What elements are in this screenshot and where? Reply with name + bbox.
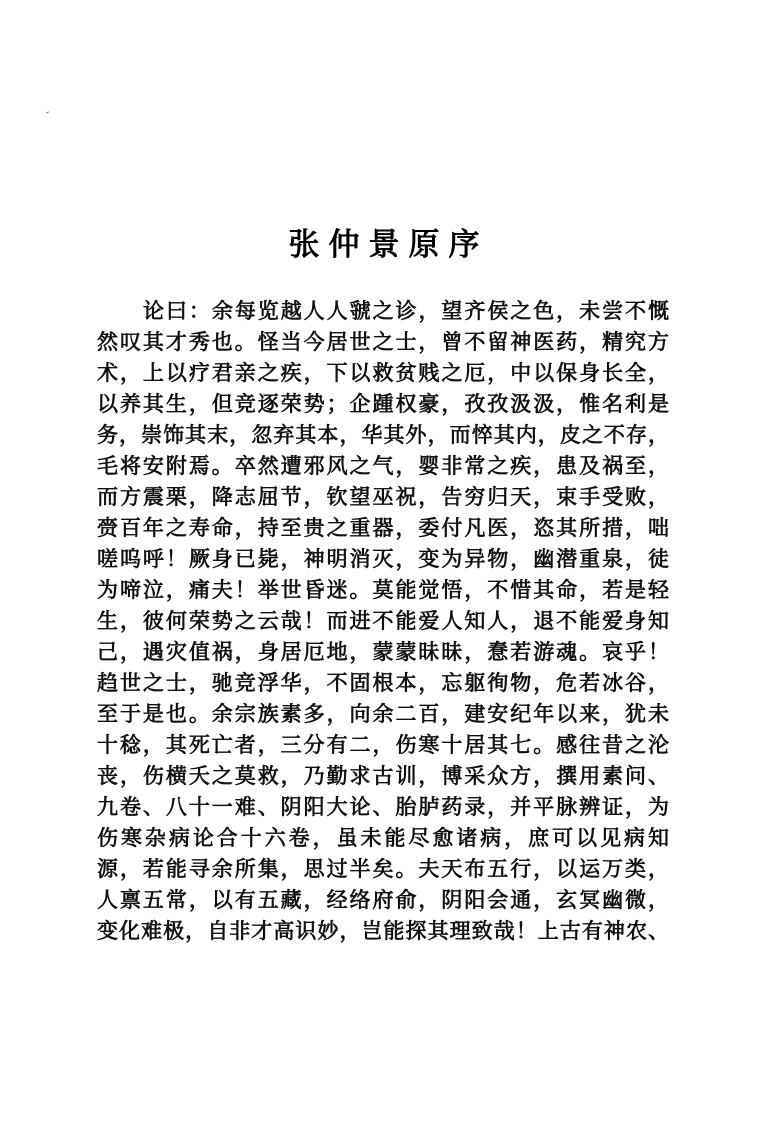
text-line: 术，上以疗君亲之疾，下以救贫贱之厄，中以保身长全，	[97, 361, 669, 385]
text-line: 十稔，其死亡者，三分有二，伤寒十居其七。感往昔之沦	[97, 733, 669, 757]
text-line: 丧，伤横夭之莫救，乃勤求古训，博采众方，撰用素问、	[97, 764, 669, 788]
text-line: 以养其生，但竞逐荣势；企踵权豪，孜孜汲汲，惟名利是	[97, 392, 669, 416]
text-line: 人禀五常，以有五藏，经络府俞，阴阳会通，玄冥幽微，	[97, 888, 669, 912]
text-line: 嗟呜呼！厥身已毙，神明消灭，变为异物，幽潜重泉，徒	[97, 547, 669, 571]
text-line: 至于是也。余宗族素多，向余二百，建安纪年以来，犹未	[97, 702, 669, 726]
text-line: 务，崇饰其末，忽弃其本，华其外，而悴其内，皮之不存，	[97, 423, 669, 447]
text-line: 九卷、八十一难、阴阳大论、胎胪药录，并平脉辨证，为	[97, 795, 669, 819]
text-line: 源，若能寻余所集，思过半矣。夫天布五行，以运万类，	[97, 857, 669, 881]
text-line: 而方震栗，降志屈节，钦望巫祝，告穷归天，束手受败，	[97, 485, 669, 509]
text-line: 变化难极，自非才高识妙，岂能探其理致哉！上古有神农、	[97, 919, 669, 943]
text-line: 赍百年之寿命，持至贵之重器，委付凡医，恣其所措，咄	[97, 516, 669, 540]
text-line: 伤寒杂病论合十六卷，虽未能尽愈诸病，庶可以见病知	[97, 826, 669, 850]
text-line: 为啼泣，痛夫！举世昏迷。莫能觉悟，不惜其命，若是轻	[97, 578, 669, 602]
text-line: 趋世之士，驰竞浮华，不固根本，忘躯徇物，危若冰谷，	[97, 671, 669, 695]
preface-body	[97, 296, 669, 947]
text-line: 己，遇灾值祸，身居厄地，蒙蒙昧昧，惷若游魂。哀乎！	[97, 640, 669, 664]
text-line: 毛将安附焉。卒然遭邪风之气，婴非常之疾，患及祸至，	[97, 454, 669, 478]
text-line: 论曰：余每览越人人虢之诊，望齐侯之色，未尝不慨	[143, 299, 669, 323]
page-title: 张仲景原序	[288, 226, 489, 263]
text-line: 然叹其才秀也。怪当今居世之士，曾不留神医药，精究方	[97, 330, 669, 354]
scan-speck	[46, 111, 49, 113]
text-line: 生，彼何荣势之云哉！而进不能爱人知人，退不能爱身知	[97, 609, 669, 633]
